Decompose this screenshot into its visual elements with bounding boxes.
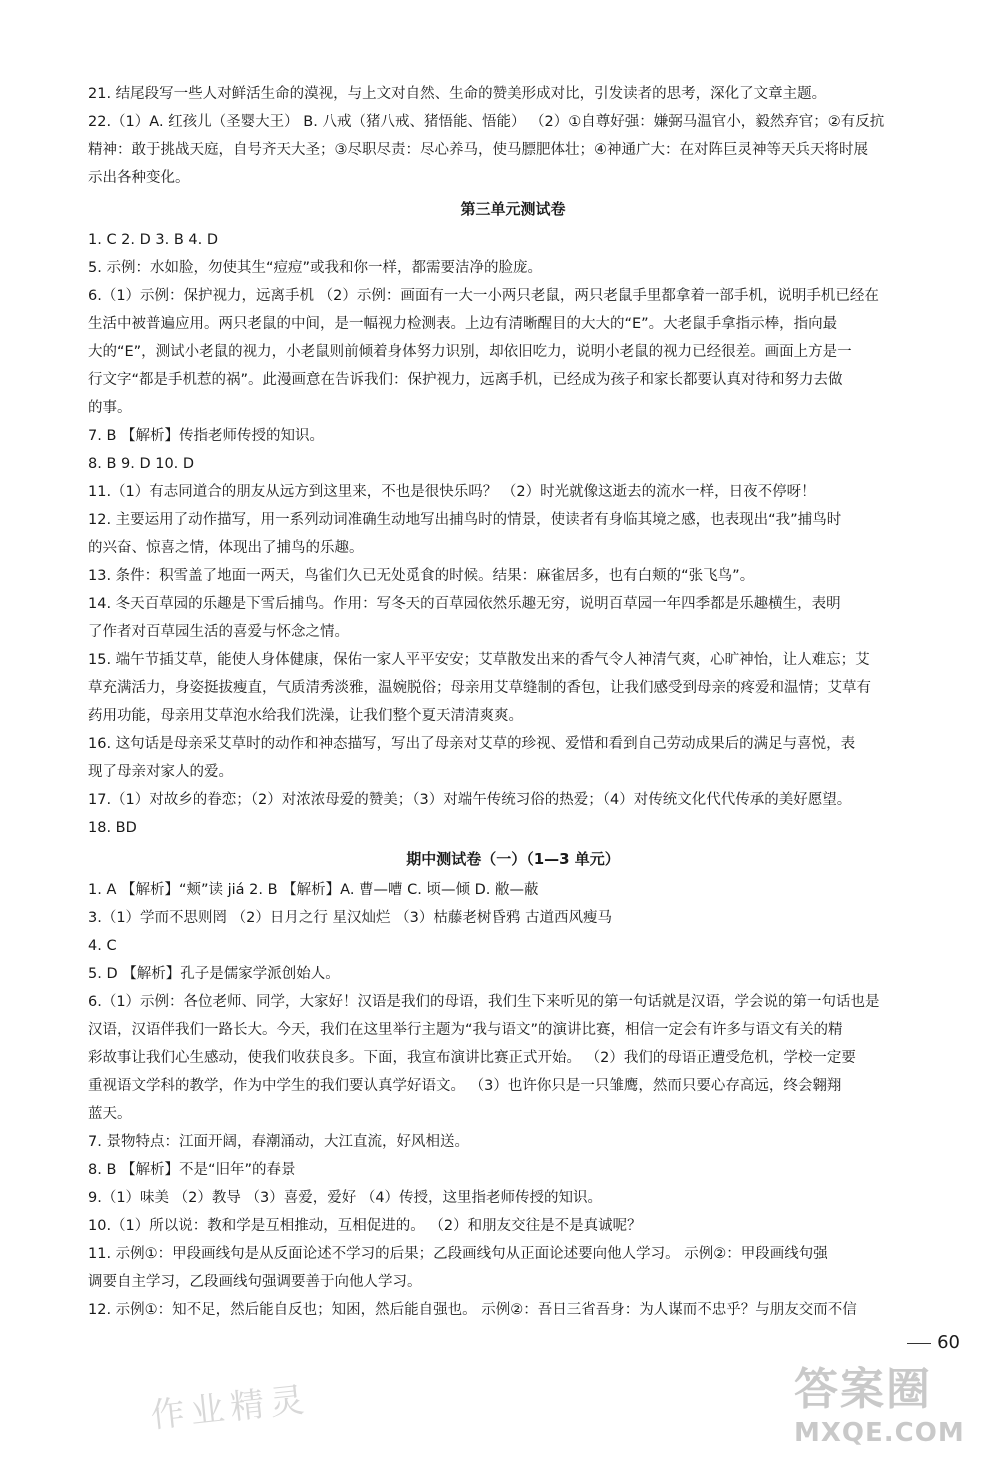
answer-line: 示出各种变化。 xyxy=(88,170,190,186)
answer-line: 蓝天。 xyxy=(88,1106,132,1122)
answer-line: 了作者对百草园生活的喜爱与怀念之情。 xyxy=(88,624,349,640)
answer-line: 7. B 【解析】传指老师传授的知识。 xyxy=(88,428,324,444)
answer-line: 6.（1）示例：各位老师、同学，大家好！汉语是我们的母语，我们生下来听见的第一句话就是汉语，学会说的第一句话也是 xyxy=(88,994,880,1010)
answer-line: 4. C xyxy=(88,938,117,954)
document-body xyxy=(88,80,938,1324)
answer-line: 18. BD xyxy=(88,820,137,836)
answer-line: 15. 端午节插艾草，能使人身体健康，保佑一家人平平安安；艾草散发出来的香气令人神清气爽，心旷神怡，让人难忘；艾 xyxy=(88,652,870,668)
answer-line: 11. 示例①：甲段画线句是从反面论述不学习的后果；乙段画线句从正面论述要向他人学习。 示例②：甲段画线句强 xyxy=(88,1246,828,1262)
answer-line: 调要自主学习，乙段画线句强调要善于向他人学习。 xyxy=(88,1274,422,1290)
answer-line: 8. B 【解析】不是“旧年”的春景 xyxy=(88,1162,296,1178)
answer-line: 12. 示例①：知不足，然后能自反也；知困，然后能自强也。 示例②：吾日三省吾身：为人谋而不忠乎？与朋友交而不信 xyxy=(88,1302,857,1318)
answer-block-unit3 xyxy=(88,226,938,842)
answer-line: 6.（1）示例：保护视力，远离手机 （2）示例：画面有一大一小两只老鼠，两只老鼠手里都拿着一部手机，说明手机已经在 xyxy=(88,288,879,304)
answer-line: 现了母亲对家人的爱。 xyxy=(88,764,233,780)
section-heading-unit3-test: 第三单元测试卷 xyxy=(460,200,566,218)
answer-line: 彩故事让我们心生感动，使我们收获良多。下面，我宣布演讲比赛正式开始。 （2）我们的母语正遭受危机，学校一定要 xyxy=(88,1050,856,1066)
answer-line: 10.（1）所以说：教和学是互相推动，互相促进的。 （2）和朋友交往是不是真诚呢？ xyxy=(88,1218,642,1234)
answer-line: 21. 结尾段写一些人对鲜活生命的漠视，与上文对自然、生命的赞美形成对比，引发读者的思考，深化了文章主题。 xyxy=(88,86,827,102)
answer-line: 生活中被普遍应用。两只老鼠的中间，是一幅视力检测表。上边有清晰醒目的大大的“E”。大老鼠手拿指示棒，指向最 xyxy=(88,316,838,332)
answer-line: 14. 冬天百草园的乐趣是下雪后捕鸟。作用：写冬天的百草园依然乐趣无穷，说明百草园一年四季都是乐趣横生，表明 xyxy=(88,596,841,612)
answer-line: 22.（1）A. 红孩儿（圣婴大王） B. 八戒（猪八戒、猪悟能、悟能） （2）①自尊好强：嫌弼马温官小，毅然弃官；②有反抗 xyxy=(88,114,885,130)
answer-line: 11.（1）有志同道合的朋友从远方到这里来，不也是很快乐吗？ （2）时光就像这逝去的流水一样，日夜不停呀！ xyxy=(88,484,816,500)
answer-line: 12. 主要运用了动作描写，用一系列动词准确生动地写出捕鸟时的情景，使读者有身临其境之感，也表现出“我”捕鸟时 xyxy=(88,512,842,528)
page-number: 60 xyxy=(907,1332,960,1353)
answer-block-midterm xyxy=(88,876,938,1324)
answer-line: 8. B 9. D 10. D xyxy=(88,456,195,472)
answer-line: 9.（1）味美 （2）教导 （3）喜爱，爱好 （4）传授，这里指老师传授的知识。 xyxy=(88,1190,603,1206)
answer-line: 13. 条件：积雪盖了地面一两天，鸟雀们久已无处觅食的时候。结果：麻雀居多，也有白颊的“张飞鸟”。 xyxy=(88,568,755,584)
answer-line: 的兴奋、惊喜之情，体现出了捕鸟的乐趣。 xyxy=(88,540,364,556)
answer-line: 3.（1）学而不思则罔 （2）日月之行 星汉灿烂 （3）枯藤老树昏鸦 古道西风瘦马 xyxy=(88,910,612,926)
watermark-main-text: 答案圈 xyxy=(794,1364,932,1415)
site-watermark-logo xyxy=(794,1363,984,1463)
answer-line: 5. D 【解析】孔子是儒家学派创始人。 xyxy=(88,966,340,982)
stamp-watermark: 作业精灵 xyxy=(148,1379,313,1437)
page-number-dash xyxy=(907,1343,931,1344)
answer-line: 的事。 xyxy=(88,400,132,416)
section-heading-midterm: 期中测试卷（一）（1—3 单元） xyxy=(406,850,620,868)
answer-line: 药用功能，母亲用艾草泡水给我们洗澡，让我们整个夏天清清爽爽。 xyxy=(88,708,523,724)
answer-line: 大的“E”，测试小老鼠的视力，小老鼠则前倾着身体努力识别，却依旧吃力，说明小老鼠的视力已经很差。画面上方是一 xyxy=(88,344,852,360)
answer-line: 7. 景物特点：江面开阔，春潮涌动，大江直流，好风相送。 xyxy=(88,1134,469,1150)
answer-line: 行文字“都是手机惹的祸”。此漫画意在告诉我们：保护视力，远离手机，已经成为孩子和家长都要认真对待和努力去做 xyxy=(88,372,843,388)
answer-line: 重视语文学科的教学，作为中学生的我们要认真学好语文。 （3）也许你只是一只雏鹰，然而只要心存高远，终会翱翔 xyxy=(88,1078,842,1094)
answer-line: 1. C 2. D 3. B 4. D xyxy=(88,232,219,248)
answer-block-unit2-end xyxy=(88,80,938,192)
answer-line: 17.（1）对故乡的眷恋；（2）对浓浓母爱的赞美；（3）对端午传统习俗的热爱；（4）对传统文化代代传承的美好愿望。 xyxy=(88,792,852,808)
answer-line: 1. A 【解析】“颊”读 jiá 2. B 【解析】A. 曹—嘈 C. 顷—倾 D. 敝—蔽 xyxy=(88,882,539,898)
answer-line: 汉语，汉语伴我们一路长大。今天，我们在这里举行主题为“我与语文”的演讲比赛，相信一定会有许多与语文有关的精 xyxy=(88,1022,843,1038)
answer-line: 精神：敢于挑战天庭，自号齐天大圣；③尽职尽责：尽心养马，使马膘肥体壮；④神通广大：在对阵巨灵神等天兵天将时展 xyxy=(88,142,868,158)
answer-line: 草充满活力，身姿挺拔瘦直，气质清秀淡雅，温婉脱俗；母亲用艾草缝制的香包，让我们感受到母亲的疼爱和温情；艾草有 xyxy=(88,680,871,696)
answer-line: 16. 这句话是母亲采艾草时的动作和神态描写，写出了母亲对艾草的珍视、爱惜和看到自己劳动成果后的满足与喜悦，表 xyxy=(88,736,856,752)
watermark-url-text: MXQE.COM xyxy=(794,1418,965,1448)
answer-line: 5. 示例：水如脸，勿使其生“痘痘”或我和你一样，都需要洁净的脸庞。 xyxy=(88,260,542,276)
